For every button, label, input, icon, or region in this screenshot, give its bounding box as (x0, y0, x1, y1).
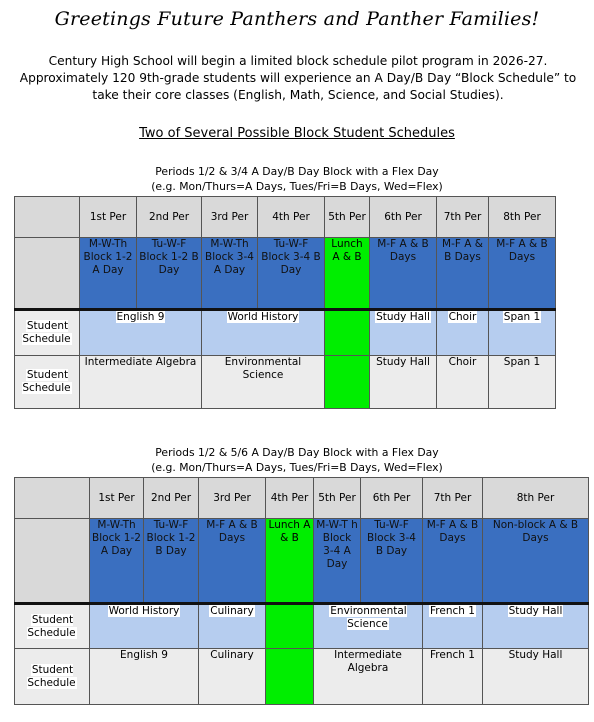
block-cell: Tu-W-F Block 1-2 B Day (137, 238, 202, 310)
lunch-cell (266, 604, 314, 649)
header-cell: 7th Per (437, 197, 489, 238)
class-cell: Span 1 (489, 356, 556, 409)
class-cell: English 9 (90, 649, 199, 705)
block-cell: M-F A & B Days (423, 519, 483, 604)
block-cell: Tu-W-F Block 1-2 B Day (144, 519, 199, 604)
header-cell: 3rd Per (199, 478, 266, 519)
schedule2-table (14, 477, 589, 705)
student-row (15, 604, 589, 649)
class-cell: World History (202, 310, 325, 356)
student-row (15, 649, 589, 705)
greeting-heading: Greetings Future Panthers and Panther Families! (54, 8, 540, 30)
header-cell: 2nd Per (137, 197, 202, 238)
schedule1-caption-line1: Periods 1/2 & 3/4 A Day/B Day Block with a Flex Day (155, 165, 439, 178)
student-row (15, 356, 556, 409)
corner-cell (15, 478, 90, 519)
class-cell: Study Hall (483, 649, 589, 705)
header-cell: 3rd Per (202, 197, 258, 238)
header-cell: 5th Per (314, 478, 361, 519)
class-cell: Intermediate Algebra (314, 649, 423, 705)
lunch-cell (266, 649, 314, 705)
header-cell: 1st Per (80, 197, 137, 238)
block-cell: Non-block A & B Days (483, 519, 589, 604)
class-cell: Environmental Science (314, 604, 423, 649)
corner-cell (15, 519, 90, 604)
header-cell: 5th Per (325, 197, 370, 238)
class-cell: Environmental Science (202, 356, 325, 409)
header-cell: 8th Per (483, 478, 589, 519)
block-cell: M-W-Th Block 1-2 A Day (80, 238, 137, 310)
header-row (15, 478, 589, 519)
class-cell: Study Hall (483, 604, 589, 649)
corner-cell (15, 197, 80, 238)
class-cell: World History (90, 604, 199, 649)
section-title: Two of Several Possible Block Student Schedules (139, 126, 455, 141)
block-cell: M-F A & B Days (437, 238, 489, 310)
schedule2-caption-line2: (e.g. Mon/Thurs=A Days, Tues/Fri=B Days, Wed=Flex) (151, 461, 443, 474)
header-cell: 6th Per (370, 197, 437, 238)
block-cell: M-W-T h Block 3-4 A Day (314, 519, 361, 604)
student-row (15, 310, 556, 356)
corner-cell (15, 238, 80, 310)
header-cell: 4th Per (258, 197, 325, 238)
header-cell: 8th Per (489, 197, 556, 238)
schedule1-table (14, 196, 556, 409)
block-cell: M-F A & B Days (489, 238, 556, 310)
block-cell: M-W-Th Block 1-2 A Day (90, 519, 144, 604)
schedule1-caption-line2: (e.g. Mon/Thurs=A Days, Tues/Fri=B Days, Wed=Flex) (151, 180, 443, 193)
lunch-cell: Lunch A & B (266, 519, 314, 604)
row-label: Student Schedule (15, 310, 80, 356)
header-cell: 2nd Per (144, 478, 199, 519)
class-cell: Intermediate Algebra (80, 356, 202, 409)
row-label: Student Schedule (15, 356, 80, 409)
class-cell: Culinary (199, 604, 266, 649)
block-row (15, 238, 556, 310)
block-cell: Tu-W-F Block 3-4 B Day (258, 238, 325, 310)
class-cell: Study Hall (370, 310, 437, 356)
block-row (15, 519, 589, 604)
block-cell: M-F A & B Days (199, 519, 266, 604)
row-label: Student Schedule (15, 649, 90, 705)
intro-paragraph: Century High School will begin a limited block schedule pilot program in 2026-27. Approximately 120 9th-grade students will experience an A Day/B Day “Block Schedule” to take their core classes (English, Math, Science, and Social Studies). (19, 54, 577, 102)
class-cell: Choir (437, 356, 489, 409)
lunch-cell: Lunch A & B (325, 238, 370, 310)
header-cell: 6th Per (361, 478, 423, 519)
header-cell: 7th Per (423, 478, 483, 519)
class-cell: French 1 (423, 649, 483, 705)
header-cell: 4th Per (266, 478, 314, 519)
header-row (15, 197, 556, 238)
class-cell: Study Hall (370, 356, 437, 409)
lunch-cell (325, 310, 370, 356)
class-cell: Choir (437, 310, 489, 356)
row-label: Student Schedule (15, 604, 90, 649)
class-cell: Culinary (199, 649, 266, 705)
lunch-cell (325, 356, 370, 409)
block-cell: M-W-Th Block 3-4 A Day (202, 238, 258, 310)
schedule2-caption-line1: Periods 1/2 & 5/6 A Day/B Day Block with a Flex Day (155, 446, 439, 459)
header-cell: 1st Per (90, 478, 144, 519)
class-cell: French 1 (423, 604, 483, 649)
class-cell: Span 1 (489, 310, 556, 356)
block-cell: Tu-W-F Block 3-4 B Day (361, 519, 423, 604)
block-cell: M-F A & B Days (370, 238, 437, 310)
class-cell: English 9 (80, 310, 202, 356)
